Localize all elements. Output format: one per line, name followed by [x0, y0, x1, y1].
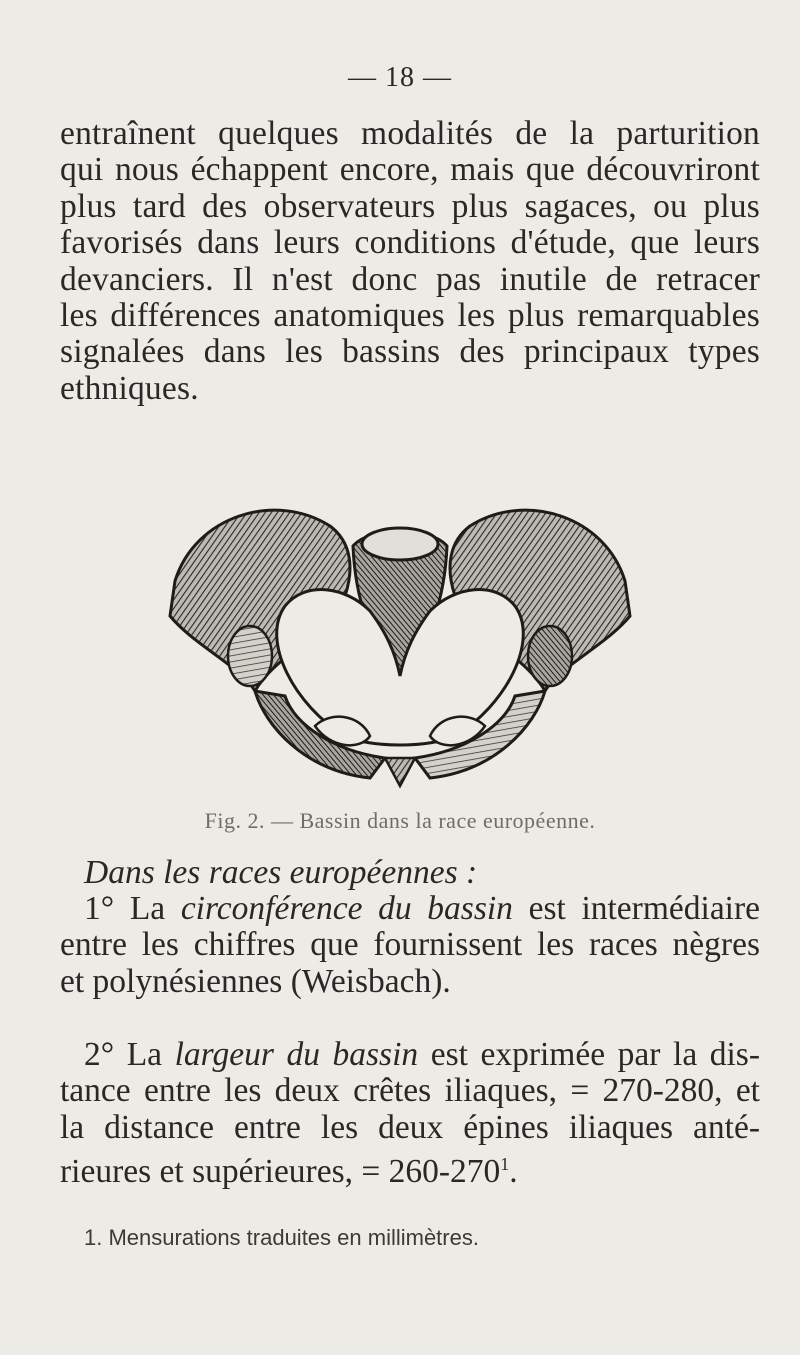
item-line: rieures et supérieures, = $260-270^1$. [60, 1153, 518, 1191]
footnote-text: Mensurations traduites en millimètres. [108, 1225, 479, 1250]
figure-caption: Fig. 2. — Bassin dans la race européenne. [204, 808, 596, 833]
page-number: — 18 — [348, 62, 452, 93]
pelvis-illustration [155, 486, 645, 796]
item-number: 2° [84, 1036, 115, 1073]
paragraph-line: qui nous échappent encore, mais que découvriront [60, 151, 760, 189]
paragraph-line: les différences anatomiques les plus remarquables [60, 297, 760, 335]
item-term: largeur du bassin [174, 1036, 419, 1073]
item-line: la distance entre les deux épines iliaques anté- [60, 1108, 760, 1146]
item-term: circonférence du bassin [180, 890, 513, 927]
paragraph-line: signalées dans les bassins des principaux types [60, 333, 760, 371]
item-line: entre les chiffres que fournissent les races nègres [60, 926, 760, 964]
footnote [84, 1225, 479, 1251]
paragraph-line: ethniques. [60, 369, 199, 407]
paragraph-line: devanciers. Il n'est donc pas inutile de retracer [60, 260, 760, 298]
item-line: et polynésiennes (Weisbach). [60, 962, 451, 1000]
item-line: 1° La circonférence du bassin est intermédiaire [84, 890, 761, 927]
footnote-ref[interactable]: 1 [500, 1154, 510, 1175]
paragraph-line: favorisés dans leurs conditions d'étude, que leurs [60, 224, 760, 262]
item-number: 1° [84, 890, 115, 927]
paragraph-line: plus tard des observateurs plus sagaces, ou plus [60, 187, 760, 225]
list-item [60, 891, 760, 1000]
item-line: 2° La largeur du bassin est exprimée par la dis- [84, 1036, 760, 1073]
item-line: tance entre les deux crêtes iliaques, = 270-280, et [60, 1072, 760, 1110]
intro-paragraph [60, 116, 760, 407]
list-item [60, 1037, 760, 1191]
paragraph-line: entraînent quelques modalités de la parturition [60, 115, 760, 152]
section-heading: Dans les races européennes : [84, 854, 478, 891]
footnote-marker: 1. [84, 1225, 103, 1250]
